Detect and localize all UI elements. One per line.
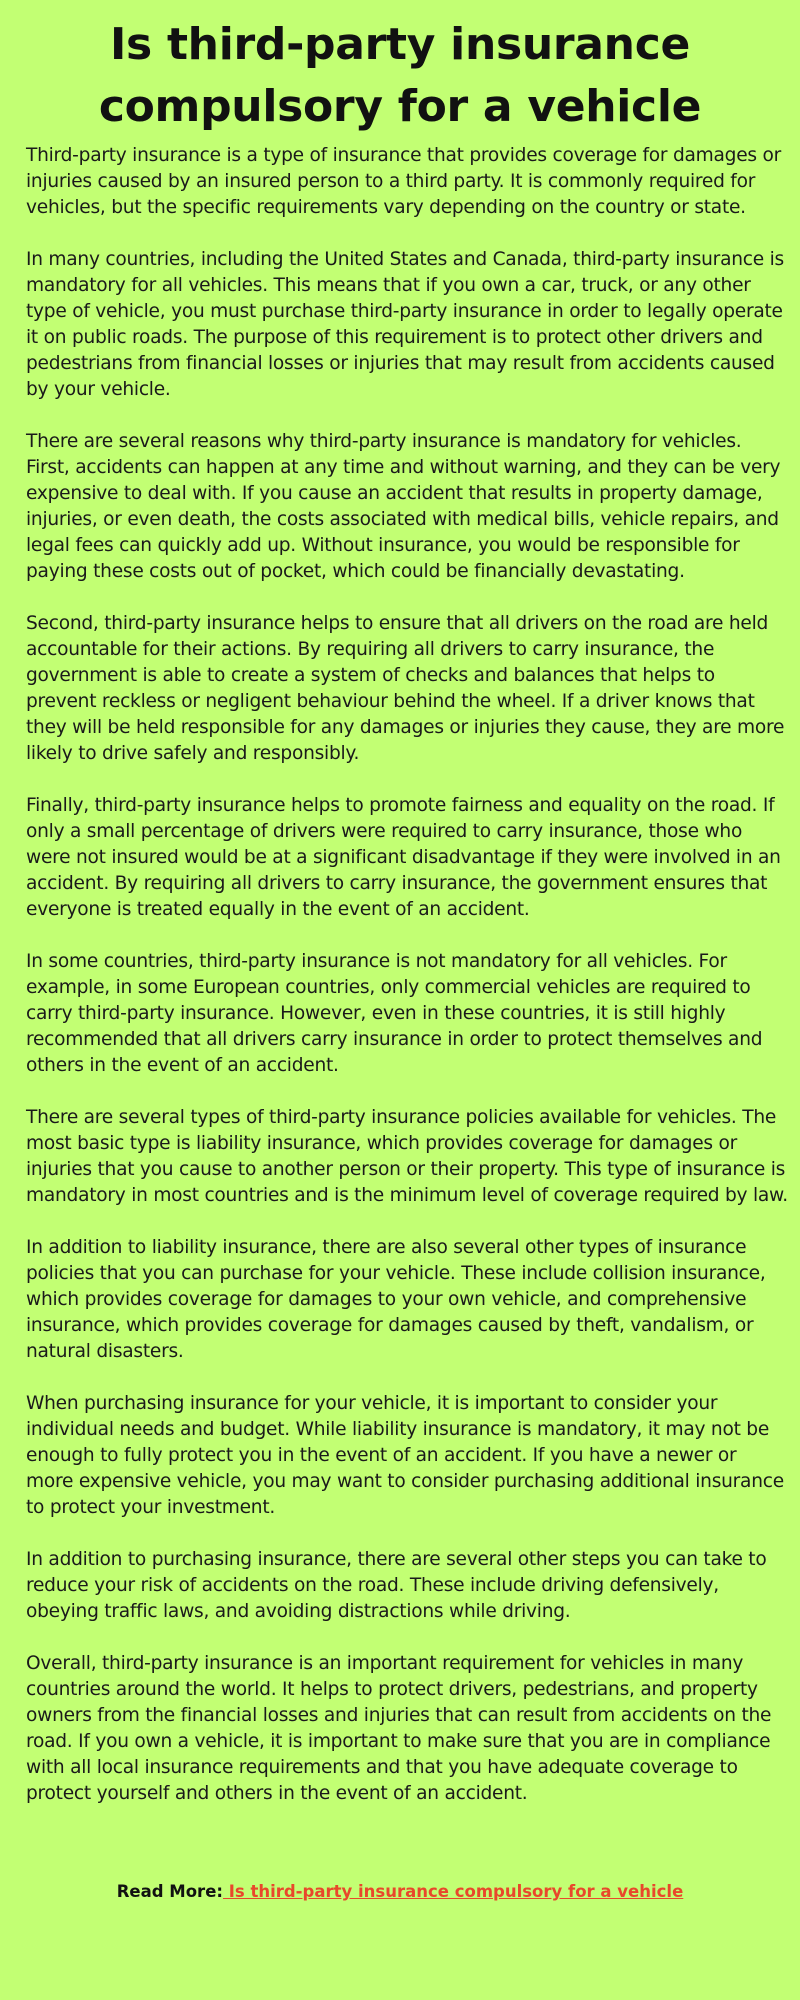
article-body (26, 143, 788, 1833)
paragraph: In many countries, including the United States and Canada, third-party insurance is mandatory for all vehicles. This means that if you own a car, truck, or any other type of vehicle, you must purchase third-party insurance in order to legally operate it on public roads. The purpose of this requirement is to protect other drivers and pedestrians from financial losses or injuries that may result from accidents caused by your vehicle. (26, 249, 784, 400)
read-more-line (0, 1880, 800, 1904)
paragraph: In some countries, third-party insurance is not mandatory for all vehicles. For example, in some European countries, only commercial vehicles are required to carry third-party insurance. However, even in these countries, it is still highly recommended that all drivers carry insurance in order to protect themselves and others in the event of an accident. (26, 951, 763, 1076)
read-more-link[interactable]: Is third-party insurance compulsory for a vehicle (223, 1882, 684, 1901)
paragraph: In addition to liability insurance, there are also several other types of insurance policies that you can purchase for your vehicle. These include collision insurance, which provides coverage for damages to your own vehicle, and comprehensive insurance, which provides coverage for damages caused by theft, vandalism, or natural disasters. (26, 1237, 766, 1362)
paragraph: There are several types of third-party insurance policies available for vehicles. The most basic type is liability insurance, which provides coverage for damages or injuries that you cause to another person or their property. This type of insurance is mandatory in most countries and is the minimum level of coverage required by law. (26, 1107, 788, 1206)
paragraph: Third-party insurance is a type of insurance that provides coverage for damages or injuries caused by an insured person to a third party. It is commonly required for vehicles, but the specific requirements vary depending on the country or state. (26, 145, 782, 218)
paragraph: Second, third-party insurance helps to ensure that all drivers on the road are held accountable for their actions. By requiring all drivers to carry insurance, the government is able to create a system of checks and balances that helps to prevent reckless or negligent behaviour behind the wheel. If a driver knows that they will be held responsible for any damages or injuries they cause, they are more likely to drive safely and responsibly. (26, 613, 785, 764)
paragraph: In addition to purchasing insurance, there are several other steps you can take to reduce your risk of accidents on the road. These include driving defensively, obeying traffic laws, and avoiding distractions while driving. (26, 1549, 767, 1622)
paragraph: There are several reasons why third-party insurance is mandatory for vehicles. First, accidents can happen at any time and without warning, and they can be very expensive to deal with. If you cause an accident that results in property damage, injuries, or even death, the costs associated with medical bills, vehicle repairs, and legal fees can quickly add up. Without insurance, you would be responsible for paying these costs out of pocket, which could be financially devastating. (26, 431, 781, 582)
paragraph: When purchasing insurance for your vehicle, it is important to consider your individual needs and budget. While liability insurance is mandatory, it may not be enough to fully protect you in the event of an accident. If you have a newer or more expensive vehicle, you may want to consider purchasing additional insurance to protect your investment. (26, 1393, 784, 1518)
paragraph: Finally, third-party insurance helps to promote fairness and equality on the road. If only a small percentage of drivers were required to carry insurance, those who were not insured would be at a significant disadvantage if they were involved in an accident. By requiring all drivers to carry insurance, the government ensures that everyone is treated equally in the event of an accident. (26, 795, 781, 920)
paragraph: Overall, third-party insurance is an important requirement for vehicles in many countries around the world. It helps to protect drivers, pedestrians, and property owners from the financial losses and injuries that can result from accidents on the road. If you own a vehicle, it is important to make sure that you are in compliance with all local insurance requirements and that you have adequate coverage to protect yourself and others in the event of an accident. (26, 1653, 772, 1804)
page-title: Is third-party insurance compulsory for a vehicle (98, 19, 702, 132)
read-more-label: Read More: (116, 1882, 223, 1901)
